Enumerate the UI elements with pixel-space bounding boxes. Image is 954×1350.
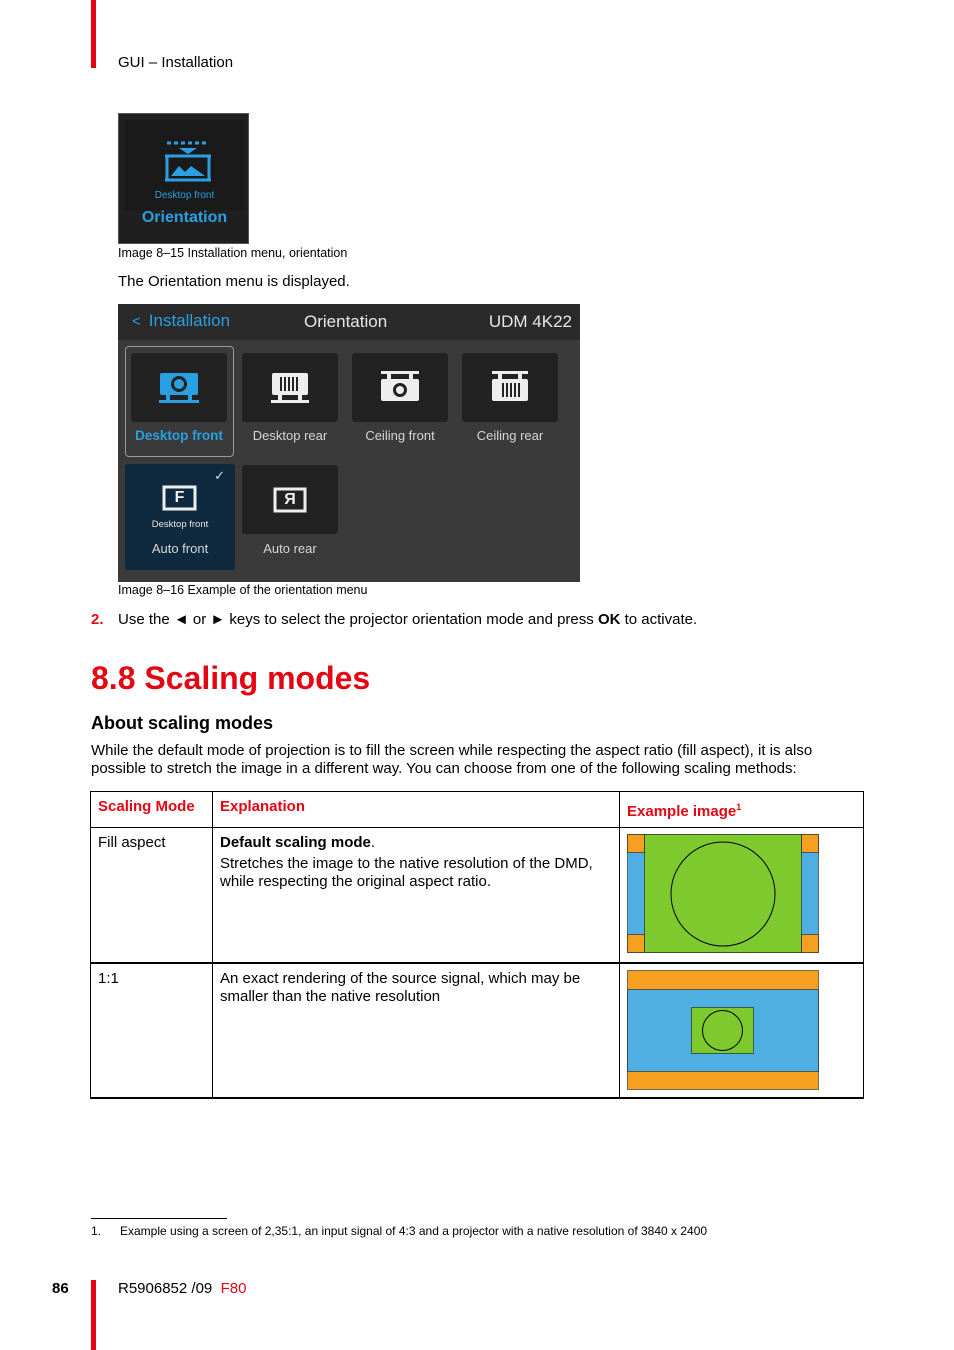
cell-example	[620, 963, 864, 1098]
auto-front-glyph: F	[174, 489, 185, 506]
cell-mode: Fill aspect	[91, 828, 213, 964]
cell-explanation: An exact rendering of the source signal, which may be smaller than the native resolution	[213, 963, 620, 1098]
image-caption-2: Image 8–16 Example of the orientation menu	[118, 583, 368, 597]
fill-aspect-example-image	[627, 834, 820, 955]
menu-header	[118, 304, 580, 340]
one-to-one-example-image	[627, 970, 820, 1091]
back-button[interactable]	[132, 311, 230, 331]
orientation-thumbnail	[118, 113, 249, 244]
table-row	[91, 963, 864, 1098]
footer-accent-bar	[91, 1280, 96, 1350]
projector-model: UDM 4K22	[488, 312, 572, 331]
page-number: 86	[52, 1280, 69, 1297]
step-text-after: to activate.	[620, 611, 698, 628]
scaling-modes-table	[90, 791, 864, 1099]
document-id	[118, 1280, 246, 1297]
header-accent-bar	[91, 0, 96, 68]
step-number: 2.	[91, 611, 104, 628]
thumbnail-title: Orientation	[141, 209, 228, 226]
tile-label-desktop-front: Desktop front	[135, 428, 223, 443]
explanation-text: Stretches the image to the native resolution of the DMD, while respecting the original aspect ratio.	[220, 855, 593, 890]
table-row	[91, 828, 864, 964]
intro-paragraph: While the default mode of projection is to fill the screen while respecting the aspect ratio (fill aspect), it is also possible to stretch the image in a different way. You can choose from one of the following scaling methods:	[91, 742, 813, 777]
header-example-label: Example image	[627, 803, 737, 820]
tile-label-ceiling-front: Ceiling front	[365, 428, 435, 443]
desktop-front-icon	[131, 353, 227, 422]
cell-mode: 1:1	[91, 963, 213, 1098]
step-text	[118, 611, 697, 628]
section-heading: 8.8 Scaling modes	[91, 660, 371, 696]
thumbnail-subtitle: Desktop front	[154, 190, 215, 201]
table-header-row	[91, 792, 864, 828]
checkmark-icon: ✓	[214, 468, 225, 483]
desktop-rear-icon	[242, 353, 338, 422]
menu-title: Orientation	[304, 312, 388, 331]
running-header: GUI – Installation	[118, 54, 234, 71]
auto-front-sublabel: Desktop front	[151, 519, 209, 530]
ceiling-front-icon	[352, 353, 448, 422]
footnote-ref[interactable]: 1	[736, 802, 742, 812]
tile-label-auto-rear: Auto rear	[263, 541, 317, 556]
chevron-left-icon: <	[132, 313, 141, 330]
explanation-bold-suffix: .	[370, 834, 376, 851]
step-ok-key: OK	[597, 611, 621, 628]
image-caption-1: Image 8–15 Installation menu, orientation	[118, 246, 348, 260]
header-scaling-mode: Scaling Mode	[91, 792, 213, 828]
tile-ceiling-front[interactable]	[352, 353, 448, 422]
back-label: Installation	[148, 311, 231, 330]
paragraph-menu-displayed: The Orientation menu is displayed.	[118, 273, 350, 290]
tile-desktop-rear[interactable]	[242, 353, 338, 422]
footnote-text: Example using a screen of 2,35:1, an input signal of 4:3 and a projector with a native resolution of 3840 x 2400	[120, 1224, 708, 1238]
cell-example	[620, 828, 864, 964]
header-explanation: Explanation	[213, 792, 620, 828]
tile-ceiling-rear[interactable]	[462, 353, 558, 422]
cell-explanation	[213, 828, 620, 964]
orientation-menu	[118, 304, 580, 582]
doc-model: F80	[220, 1280, 247, 1297]
ceiling-rear-icon	[462, 353, 558, 422]
tile-label-auto-front: Auto front	[151, 541, 209, 556]
tile-label-ceiling-rear: Ceiling rear	[476, 428, 544, 443]
header-example-image	[620, 792, 864, 828]
subsection-heading: About scaling modes	[91, 713, 274, 733]
auto-rear-glyph: Я	[284, 491, 296, 508]
tile-label-desktop-rear: Desktop rear	[252, 428, 328, 443]
thumbnail-icon-area	[125, 120, 244, 210]
tile-desktop-front[interactable]	[131, 353, 227, 422]
tile-auto-rear[interactable]	[242, 465, 338, 534]
footnote-number: 1.	[91, 1224, 102, 1238]
footnote-separator	[91, 1218, 227, 1219]
explanation-bold: Default scaling mode	[220, 834, 371, 851]
doc-number: R5906852 /09	[118, 1280, 213, 1297]
desktop-front-icon	[125, 120, 244, 190]
step-text-before: Use the ◄ or ► keys to select the projector orientation mode and press	[118, 611, 598, 628]
